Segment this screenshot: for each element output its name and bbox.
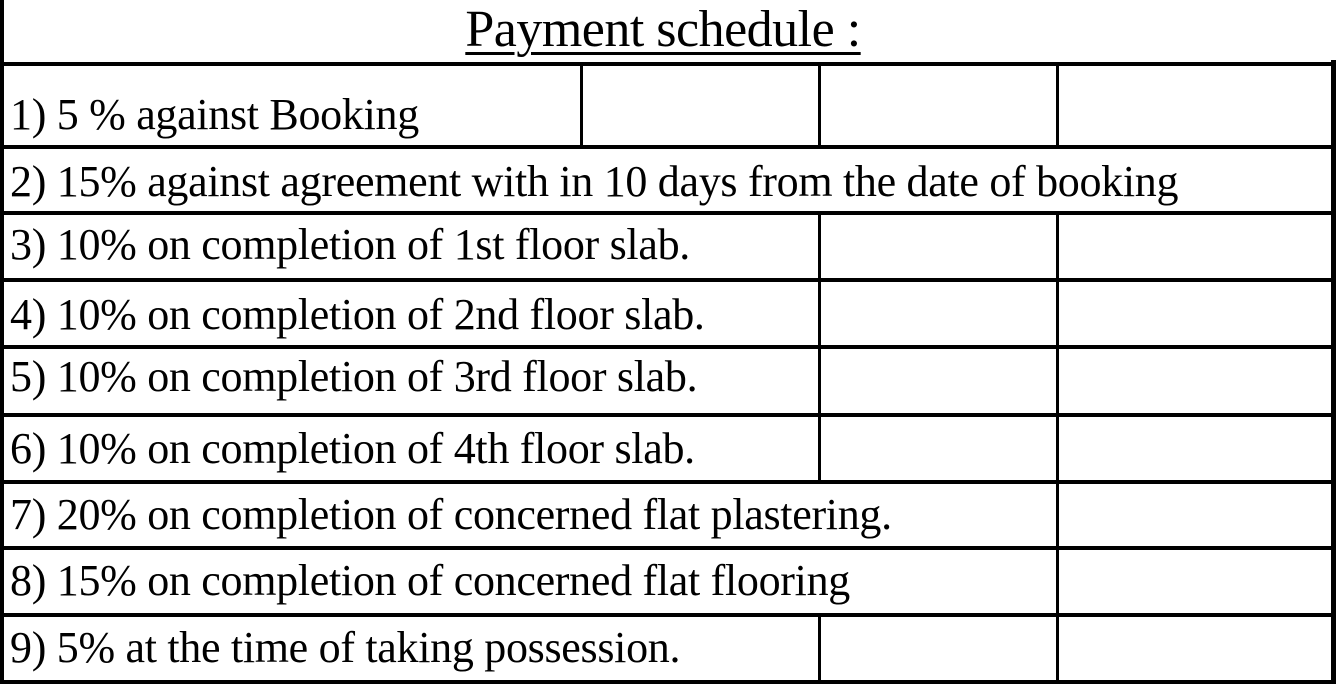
row-divider [0,480,1336,484]
row-divider [0,613,1336,617]
table-row-label: 8) 15% on completion of concerned flat flooring [10,556,850,605]
row-divider [0,680,1336,684]
table-row-label: 5) 10% on completion of 3rd floor slab. [10,352,698,401]
page-title-text: Payment schedule : [465,1,861,58]
table-row-label: 6) 10% on completion of 4th floor slab. [10,424,695,473]
table-left-border [0,0,4,684]
row-divider [0,345,1336,349]
table-row-label: 1) 5 % against Booking [10,90,419,139]
row-divider [0,546,1336,550]
column-divider [818,615,821,684]
row-divider [0,278,1336,282]
row-divider [0,413,1336,417]
column-divider [1056,213,1059,684]
row-divider [0,62,1336,66]
table-row-label: 9) 5% at the time of taking possession. [10,623,681,672]
column-divider [818,213,821,480]
page-title [0,0,1336,62]
column-divider [580,64,583,147]
column-divider [818,64,821,147]
table-row-label: 4) 10% on completion of 2nd floor slab. [10,290,705,339]
table-row-label: 3) 10% on completion of 1st floor slab. [10,220,690,269]
column-divider [1056,64,1059,147]
row-divider [0,145,1336,149]
table-row-label: 7) 20% on completion of concerned flat plastering. [10,490,892,539]
table-right-border [1331,60,1336,684]
table-row-label: 2) 15% against agreement with in 10 days from the date of booking [10,157,1179,206]
row-divider [0,211,1336,215]
